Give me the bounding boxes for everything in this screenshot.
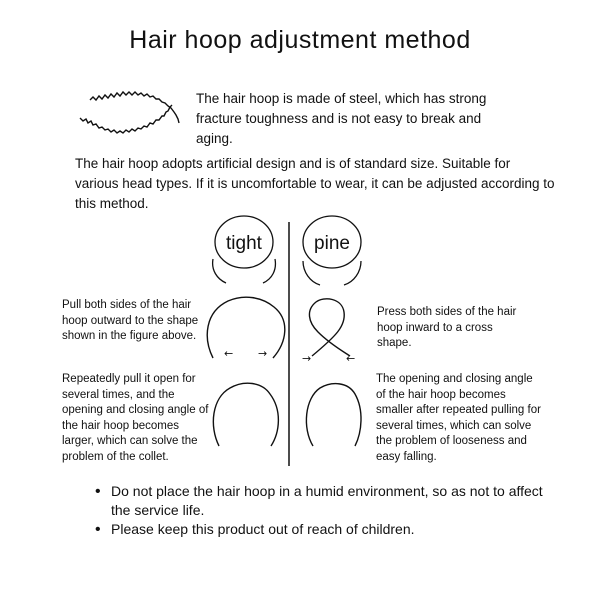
tight-label: tight [226, 233, 262, 254]
right-arrow-icon: → [258, 347, 268, 360]
instruction-pull-outward: Pull both sides of the hair hoop outward to the shape shown in the figure above. [62, 299, 199, 342]
page-title: Hair hoop adjustment method [129, 26, 471, 54]
crossed-hoop-icon [309, 299, 350, 356]
inward-right-arrow-icon: → [302, 352, 312, 365]
narrow-hoop-icon [306, 384, 361, 446]
pine-label: pine [314, 233, 350, 254]
tight-hoop-outline [213, 259, 276, 283]
tight-label-badge [215, 216, 273, 268]
pine-label-badge [303, 216, 361, 268]
design-description: The hair hoop adopts artificial design and is of standard size. Suitable for various head types. If it is uncomfortable to wear, it can be adjusted according to this method. [75, 156, 555, 211]
note-item: • Do not place the hair hoop in a humid environment, so as not to affect the service life. [93, 482, 553, 520]
instruction-repeat-close: The opening and closing angle of the hair hoop becomes smaller after repeated pulling for several times, which can solve the problem of looseness and easy falling. [376, 373, 541, 463]
opened-hoop-icon [207, 297, 285, 358]
instruction-press-inward: Press both sides of the hair hoop inward to a cross shape. [377, 306, 517, 349]
instruction-repeat-open: Repeatedly pull it open for several times, and the opening and closing angle of the hair hoop becomes larger, which can solve the problem of the collet. [62, 373, 209, 463]
left-arrow-icon: ← [224, 347, 234, 360]
notes-list [93, 482, 553, 539]
material-description: The hair hoop is made of steel, which has strong fracture toughness and is not easy to break and aging. [196, 91, 487, 146]
note-item: • Please keep this product out of reach of children. [93, 520, 553, 539]
pine-hoop-outline [303, 261, 361, 285]
wide-hoop-icon [213, 383, 278, 446]
wavy-hair-hoop-icon [80, 92, 179, 133]
inward-left-arrow-icon: ← [346, 352, 356, 365]
